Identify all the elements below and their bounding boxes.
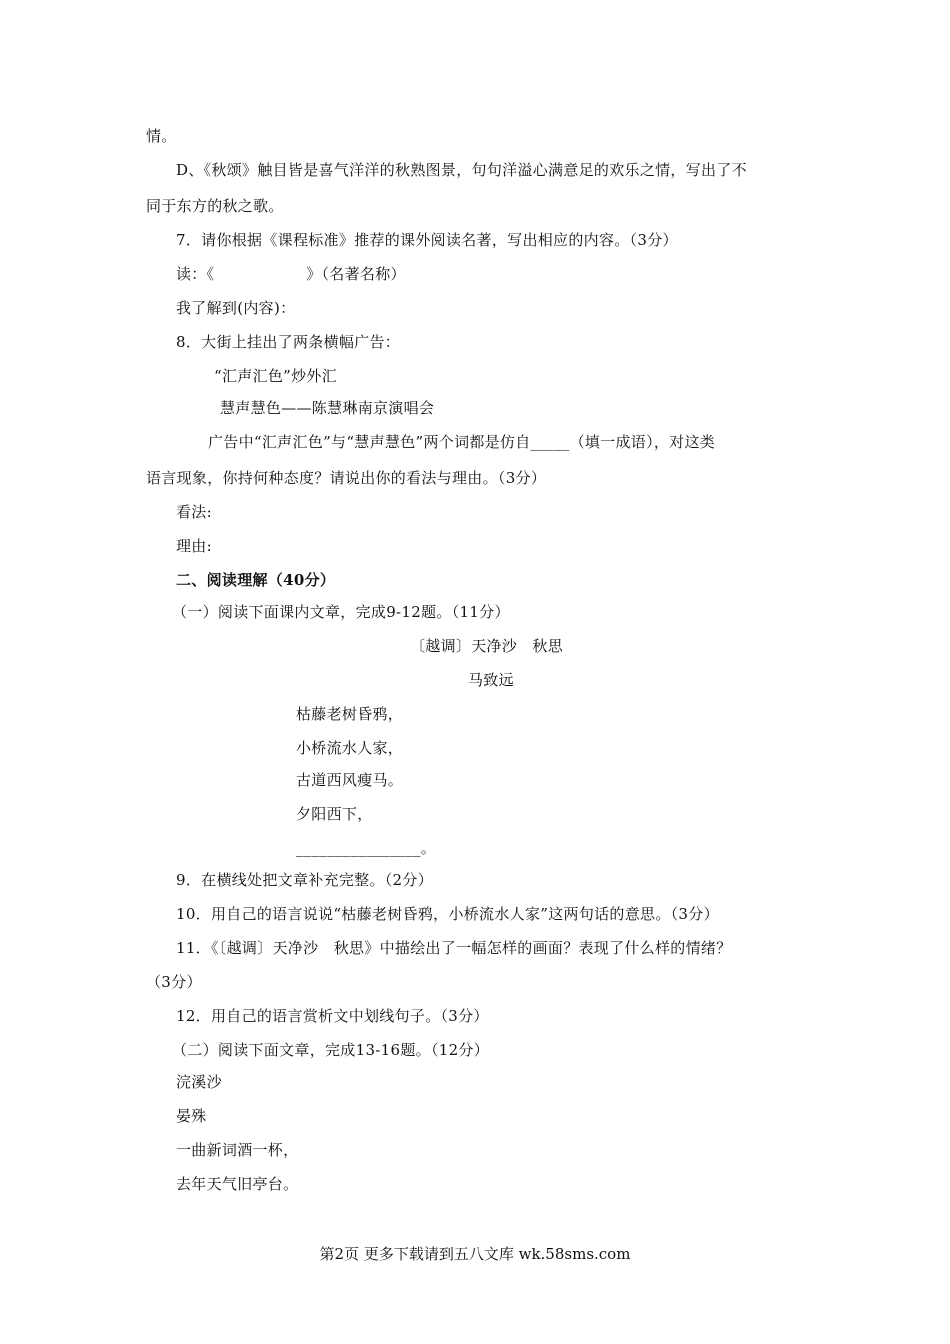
text-line: 情。 — [146, 127, 177, 145]
question-8-body-cont: 语言现象，你持何种态度？请说出你的看法与理由。（3分） — [146, 469, 547, 487]
answer-reason-line: 理由: — [176, 537, 212, 555]
answer-content-line: 我了解到(内容)： — [176, 299, 296, 317]
banner-ad-1: “汇声汇色”炒外汇 — [214, 367, 338, 385]
poem-line: 枯藤老树昏鸦， — [296, 705, 404, 723]
text-line: 同于东方的秋之歌。 — [146, 197, 284, 215]
banner-ad-2: 慧声慧色——陈慧琳南京演唱会 — [220, 399, 435, 417]
answer-opinion-line: 看法: — [176, 503, 212, 521]
poem2-line: 一曲新词酒一杯， — [176, 1141, 299, 1159]
poem2-author: 晏殊 — [176, 1107, 207, 1125]
question-8-body: 广告中“汇声汇色”与“慧声慧色”两个词都是仿自_____（填一成语），对这类 — [208, 433, 716, 451]
question-10: 10．用自己的语言说说“枯藤老树昏鸦，小桥流水人家”这两句话的意思。（3分） — [176, 905, 719, 923]
poem-blank-line: ________________。 — [296, 839, 437, 857]
subsection-2-heading: （二）阅读下面文章，完成13-16题。（12分） — [172, 1041, 490, 1059]
option-d-line: D、《秋颂》触目皆是喜气洋洋的秋熟图景，句句洋溢心满意足的欢乐之情，写出了不 — [176, 161, 747, 179]
question-11: 11．《〔越调〕天净沙 秋思》中描绘出了一幅怎样的画面？表现了什么样的情绪？ — [176, 939, 732, 957]
question-11-score: （3分） — [146, 973, 202, 991]
poem-line: 小桥流水人家， — [296, 739, 404, 757]
poem-line: 古道西风瘦马。 — [296, 771, 404, 789]
poem2-title: 浣溪沙 — [176, 1073, 222, 1091]
section-heading: 二、阅读理解（40分） — [176, 571, 336, 589]
subsection-1-heading: （一）阅读下面课内文章，完成9-12题。（11分） — [172, 603, 510, 621]
poem2-line: 去年天气旧亭台。 — [176, 1175, 299, 1193]
question-7: 7．请你根据《课程标准》推荐的课外阅读名著，写出相应的内容。（3分） — [176, 231, 678, 249]
poem-line: 夕阳西下， — [296, 805, 373, 823]
question-9: 9．在横线处把文章补充完整。（2分） — [176, 871, 433, 889]
page-footer: 第2页 更多下载请到五八文库 wk.58sms.com — [319, 1245, 631, 1263]
question-12: 12．用自己的语言赏析文中划线句子。（3分） — [176, 1007, 489, 1025]
question-8: 8．大街上挂出了两条横幅广告： — [176, 333, 401, 351]
poem-title: 〔越调〕天净沙 秋思 — [410, 637, 564, 655]
answer-book-title-line: 读：《 》（名著名称） — [176, 265, 406, 283]
poem-author: 马致远 — [468, 671, 514, 689]
